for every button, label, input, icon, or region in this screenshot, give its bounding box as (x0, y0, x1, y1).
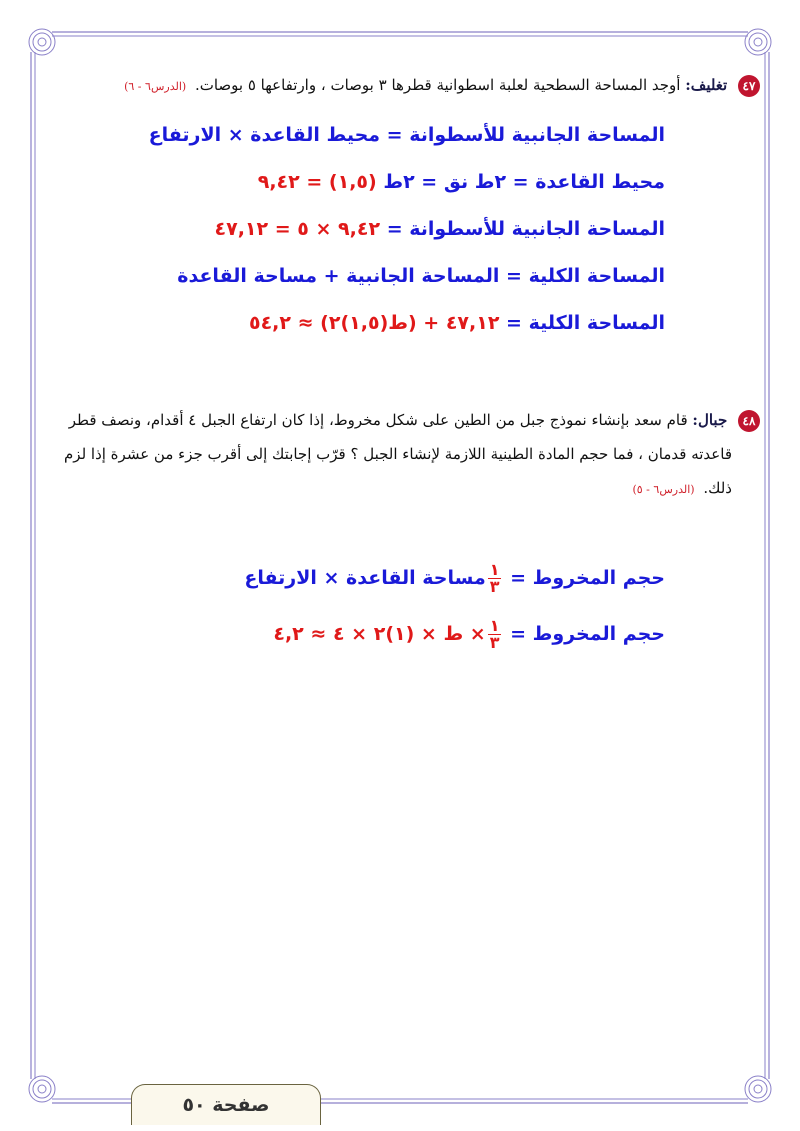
fraction-numerator: ١ (489, 560, 500, 579)
solution-text: المساحة الكلية = المساحة الجانبية + مساحة القاعدة (177, 265, 665, 287)
solution-line (60, 606, 665, 662)
page-number-tab (131, 1084, 321, 1125)
question-title: جبال: (692, 411, 728, 429)
solution-value: ٩,٤٢ × ٥ = ٤٧,١٢ (214, 218, 381, 240)
question-title: تغليف: (685, 76, 728, 94)
question-text: قام سعد بإنشاء نموذج جبل من الطين على شكل مخروط، إذا كان ارتفاع الجبل ٤ أقدام، ونصف قطر (68, 411, 688, 429)
question-48-text-line (60, 437, 732, 471)
question-number-badge: ٤٨ (738, 410, 760, 432)
solution-text: حجم المخروط = (510, 567, 665, 589)
page-number: صفحة ٥٠ (182, 1094, 270, 1116)
solution-line (60, 159, 665, 206)
question-48 (60, 403, 760, 507)
question-47 (60, 70, 760, 347)
solution-line (60, 206, 665, 253)
fraction-numerator: ١ (489, 616, 500, 635)
question-48-text-line (60, 471, 732, 507)
lesson-reference: (الدرس٦ - ٦) (124, 80, 187, 93)
fraction-one-third (488, 562, 502, 595)
question-text: قاعدته قدمان ، فما حجم المادة الطينية اللازمة لإنشاء الجبل ؟ قرّب إجابتك إلى أقرب جزء من عشرة إذا لزم (64, 445, 732, 463)
solution-value: ٤٧,١٢ + (ط(١,٥)٢) ≈ ٥٤,٢ (248, 312, 500, 334)
solution-47 (60, 112, 665, 347)
solution-line (60, 253, 665, 300)
solution-48 (60, 550, 760, 662)
question-text: ذلك. (703, 479, 732, 497)
solution-text: محيط القاعدة = ٢ط نق = ٢ط (383, 171, 665, 193)
solution-text: المساحة الجانبية للأسطوانة = (386, 218, 665, 240)
solution-text: حجم المخروط = (510, 623, 665, 645)
fraction-one-third (488, 618, 502, 651)
question-text: أوجد المساحة السطحية لعلبة اسطوانية قطرها ٣ بوصات ، وارتفاعها ٥ بوصات. (194, 76, 681, 94)
lesson-reference: (الدرس٦ - ٥) (632, 483, 695, 496)
solution-line (60, 112, 665, 159)
solution-value: × ط × (١)٢ × ٤ ≈ ٤,٢ (273, 623, 486, 645)
solution-line (60, 550, 665, 606)
solution-text: مساحة القاعدة × الارتفاع (244, 567, 486, 589)
question-47-text-line (60, 70, 760, 102)
question-48-text-line (60, 403, 760, 437)
solution-value: (١,٥) = ٩,٤٢ (257, 171, 377, 193)
solution-text: المساحة الكلية = (506, 312, 665, 334)
fraction-denominator: ٣ (489, 577, 500, 596)
fraction-denominator: ٣ (489, 633, 500, 652)
solution-line (60, 300, 665, 347)
question-number-badge: ٤٧ (738, 75, 760, 97)
solution-text: المساحة الجانبية للأسطوانة = محيط القاعدة × الارتفاع (148, 124, 665, 146)
